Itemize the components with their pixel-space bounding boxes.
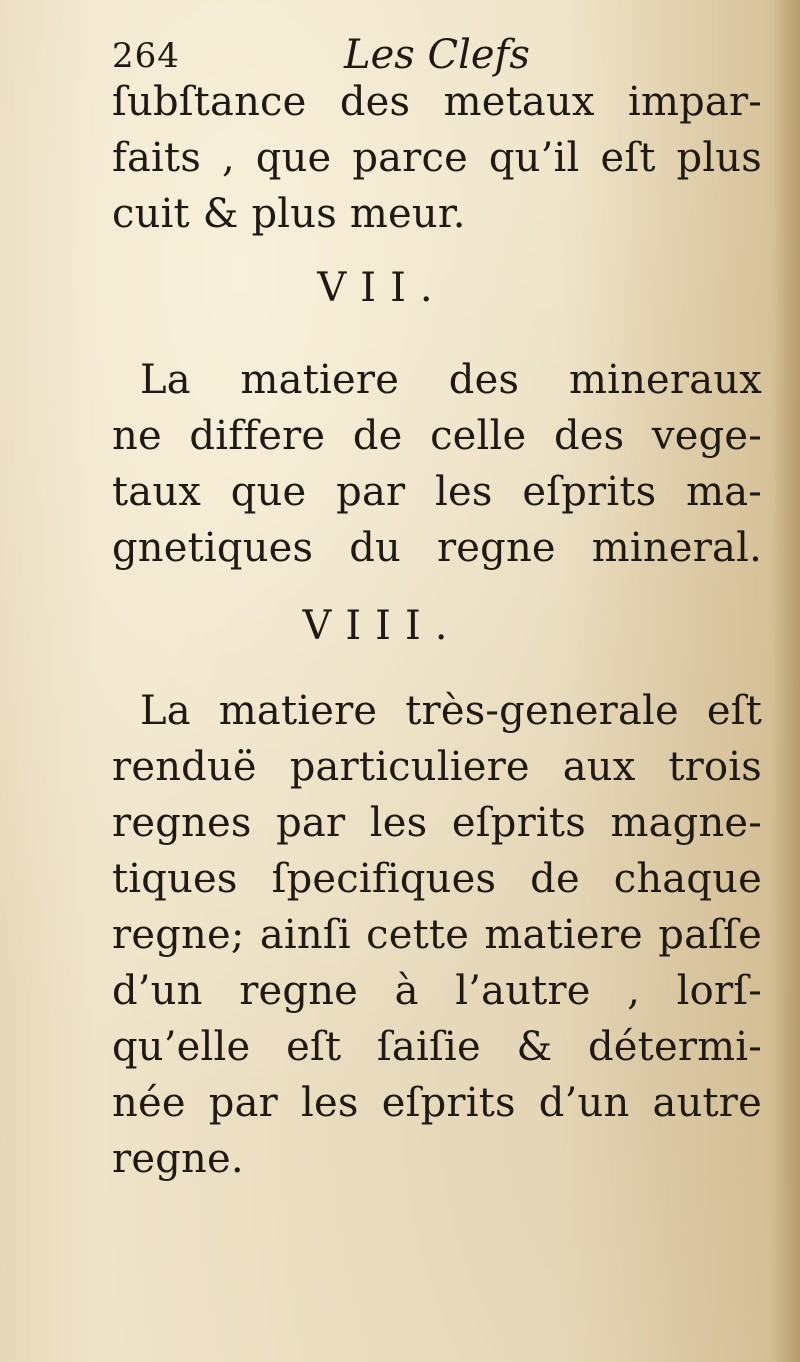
text-line: faits , que parce qu’il eſt plus: [112, 135, 762, 181]
text-line: tiques ſpecifiques de chaque: [112, 856, 762, 902]
intro-paragraph: [112, 74, 762, 242]
text-line: regne; ainſi cette matiere paſſe: [112, 912, 762, 958]
page-edge-shadow: [774, 0, 800, 1362]
section-heading-8: VIII.: [302, 603, 462, 649]
text-line: ne differe de celle des vege-: [112, 413, 762, 459]
text-line: cuit & plus meur.: [112, 191, 466, 237]
text-line: La matiere des mineraux: [140, 357, 762, 403]
text-line: d’un regne à l’autre , lorſ-: [112, 968, 762, 1014]
text-line: qu’elle eſt ſaiſie & détermi-: [112, 1024, 762, 1070]
text-line: ſubſtance des metaux impar-: [112, 79, 762, 125]
text-line: gnetiques du regne mineral.: [112, 525, 762, 571]
section-heading-7: VII.: [317, 265, 447, 311]
running-title: Les Clefs: [344, 32, 530, 78]
text-line: renduë particuliere aux trois: [112, 744, 762, 790]
page-number: 264: [112, 36, 180, 76]
text-line: née par les eſprits d’un autre: [112, 1080, 762, 1126]
text-line: regne.: [112, 1136, 244, 1182]
paragraph-7: [112, 352, 762, 576]
text-line: La matiere très-generale eſt: [140, 688, 762, 734]
paragraph-8: [112, 683, 762, 1187]
text-line: regnes par les eſprits magne-: [112, 800, 762, 846]
text-line: taux que par les eſprits ma-: [112, 469, 762, 515]
